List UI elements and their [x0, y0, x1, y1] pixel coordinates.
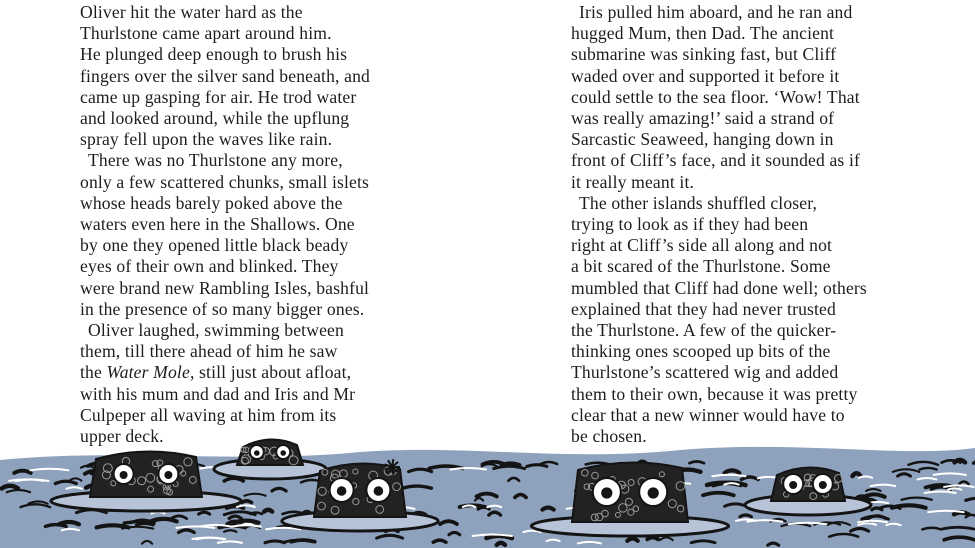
line-text: whose heads barely poked above the	[80, 192, 343, 213]
text-line	[571, 214, 966, 235]
line-text: came up gasping for air. He trod water	[80, 86, 357, 107]
line-text: upper deck.	[80, 426, 164, 447]
text-line	[80, 299, 475, 320]
line-text: trying to look as if they had been	[571, 214, 809, 235]
text-line	[571, 193, 966, 214]
line-text: the Thurlstone. A few of the quicker-	[571, 320, 837, 341]
line-text: by one they opened little black beady	[80, 235, 349, 256]
line-text: it really meant it.	[571, 171, 695, 192]
line-text: waded over and supported it before it	[571, 65, 840, 86]
islet-body	[572, 462, 688, 522]
text-line	[80, 150, 475, 171]
line-text: Oliver hit the water hard as the	[80, 2, 303, 22]
line-text: be chosen.	[571, 426, 647, 447]
line-text: The other islands shuffled closer,	[579, 192, 818, 213]
line-text: spray fell upon the waves like rain.	[80, 129, 333, 150]
eye-pupil	[337, 486, 347, 496]
ripple	[527, 465, 547, 467]
sea-islets-illustration	[0, 438, 975, 548]
text-line	[571, 23, 966, 44]
text-line	[80, 129, 475, 150]
eye-pupil	[120, 471, 128, 479]
ripple	[627, 538, 637, 540]
ripple	[647, 537, 658, 539]
line-text: were brand new Rambling Isles, bashful	[80, 277, 370, 298]
line-text: in the presence of so many bigger ones.	[80, 298, 365, 319]
line-text: was really amazing!’ said a strand of	[571, 108, 835, 129]
line-text: them, till there ahead of him he saw	[80, 341, 338, 362]
text-line	[80, 44, 475, 65]
ripple	[45, 525, 66, 527]
ripple	[97, 525, 129, 527]
line-text: a bit scared of the Thurlstone. Some	[571, 256, 831, 277]
ripple	[966, 498, 975, 500]
ripple	[136, 524, 153, 526]
text-line	[80, 87, 475, 108]
ripple	[264, 510, 272, 512]
line-text: Oliver laughed, swimming between	[88, 320, 344, 341]
ripple	[234, 521, 258, 523]
eye-pupil	[374, 486, 384, 496]
ripple	[242, 501, 252, 503]
line-text: thinking ones scooped up bits of the	[571, 341, 831, 362]
eye-pupil	[789, 481, 797, 489]
text-line	[571, 278, 966, 299]
text-line	[80, 384, 475, 405]
text-line	[571, 172, 966, 193]
text-line	[80, 23, 475, 44]
ripple	[740, 515, 752, 517]
text-line	[80, 405, 475, 426]
line-text: right at Cliff’s side all along and not	[571, 235, 833, 256]
line-text: with his mum and dad and Iris and Mr	[80, 383, 356, 404]
text-line	[80, 214, 475, 235]
line-text: Thurlstone’s scattered wig and added	[571, 362, 839, 383]
text-line	[571, 87, 966, 108]
line-text: could settle to the sea floor. ‘Wow! That	[571, 86, 860, 107]
text-line	[571, 256, 966, 277]
italic-title: Water Mole	[106, 362, 190, 383]
text-line	[80, 362, 475, 383]
line-text: mumbled that Cliff had done well; others	[571, 277, 867, 298]
eye-pupil	[648, 487, 659, 498]
eye-pupil	[164, 471, 172, 479]
ripple	[497, 543, 505, 545]
text-line	[571, 2, 966, 23]
eye-pupil	[280, 450, 286, 456]
text-line	[80, 341, 475, 362]
text-line	[80, 235, 475, 256]
ripple	[543, 508, 554, 510]
line-text: eyes of their own and blinked. They	[80, 256, 339, 277]
eye-pupil	[601, 487, 612, 498]
line-text: waters even here in the Shallows. One	[80, 214, 355, 235]
text-line	[80, 108, 475, 129]
left-text-column	[80, 2, 475, 447]
line-text: Sarcastic Seaweed, hanging down in	[571, 129, 834, 150]
text-line	[80, 278, 475, 299]
line-text: There was no Thurlstone any more,	[88, 150, 343, 171]
text-line	[571, 384, 966, 405]
ripple	[265, 541, 284, 543]
text-line	[571, 150, 966, 171]
line-text: and looked around, while the upflung	[80, 108, 350, 129]
text-line	[80, 256, 475, 277]
line-text: front of Cliff’s face, and it sounded as if	[571, 150, 861, 171]
text-line	[80, 320, 475, 341]
text-line	[80, 193, 475, 214]
eye-pupil	[254, 450, 260, 456]
text-line	[80, 66, 475, 87]
text-line	[571, 405, 966, 426]
eye-pupil	[819, 481, 827, 489]
line-text: Culpeper all waving at him from its	[80, 404, 337, 425]
line-text: , still just about afloat,	[189, 362, 352, 383]
line-text: fingers over the silver sand beneath, and	[80, 65, 370, 86]
text-line	[571, 362, 966, 383]
text-line	[80, 172, 475, 193]
text-line	[571, 320, 966, 341]
line-text: explained that they had never trusted	[571, 298, 836, 319]
line-text: only a few scattered chunks, small islets	[80, 171, 370, 192]
text-line	[80, 2, 475, 23]
text-line	[571, 44, 966, 65]
ripple	[14, 471, 30, 473]
text-line	[571, 108, 966, 129]
line-text: the	[80, 362, 107, 383]
text-line	[571, 299, 966, 320]
line-text: submarine was sinking fast, but Cliff	[571, 44, 837, 65]
line-text: He plunged deep enough to brush his	[80, 44, 348, 65]
text-line	[571, 129, 966, 150]
text-line	[571, 66, 966, 87]
right-text-column	[571, 2, 966, 447]
line-text: them to their own, because it was pretty	[571, 383, 858, 404]
line-text: clear that a new winner would have to	[571, 404, 845, 425]
line-text: Thurlstone came apart around him.	[80, 23, 332, 44]
line-text: hugged Mum, then Dad. The ancient	[571, 23, 835, 44]
ripple	[285, 540, 313, 542]
text-line	[571, 341, 966, 362]
line-text: Iris pulled him aboard, and he ran and	[579, 2, 853, 22]
text-line	[571, 235, 966, 256]
